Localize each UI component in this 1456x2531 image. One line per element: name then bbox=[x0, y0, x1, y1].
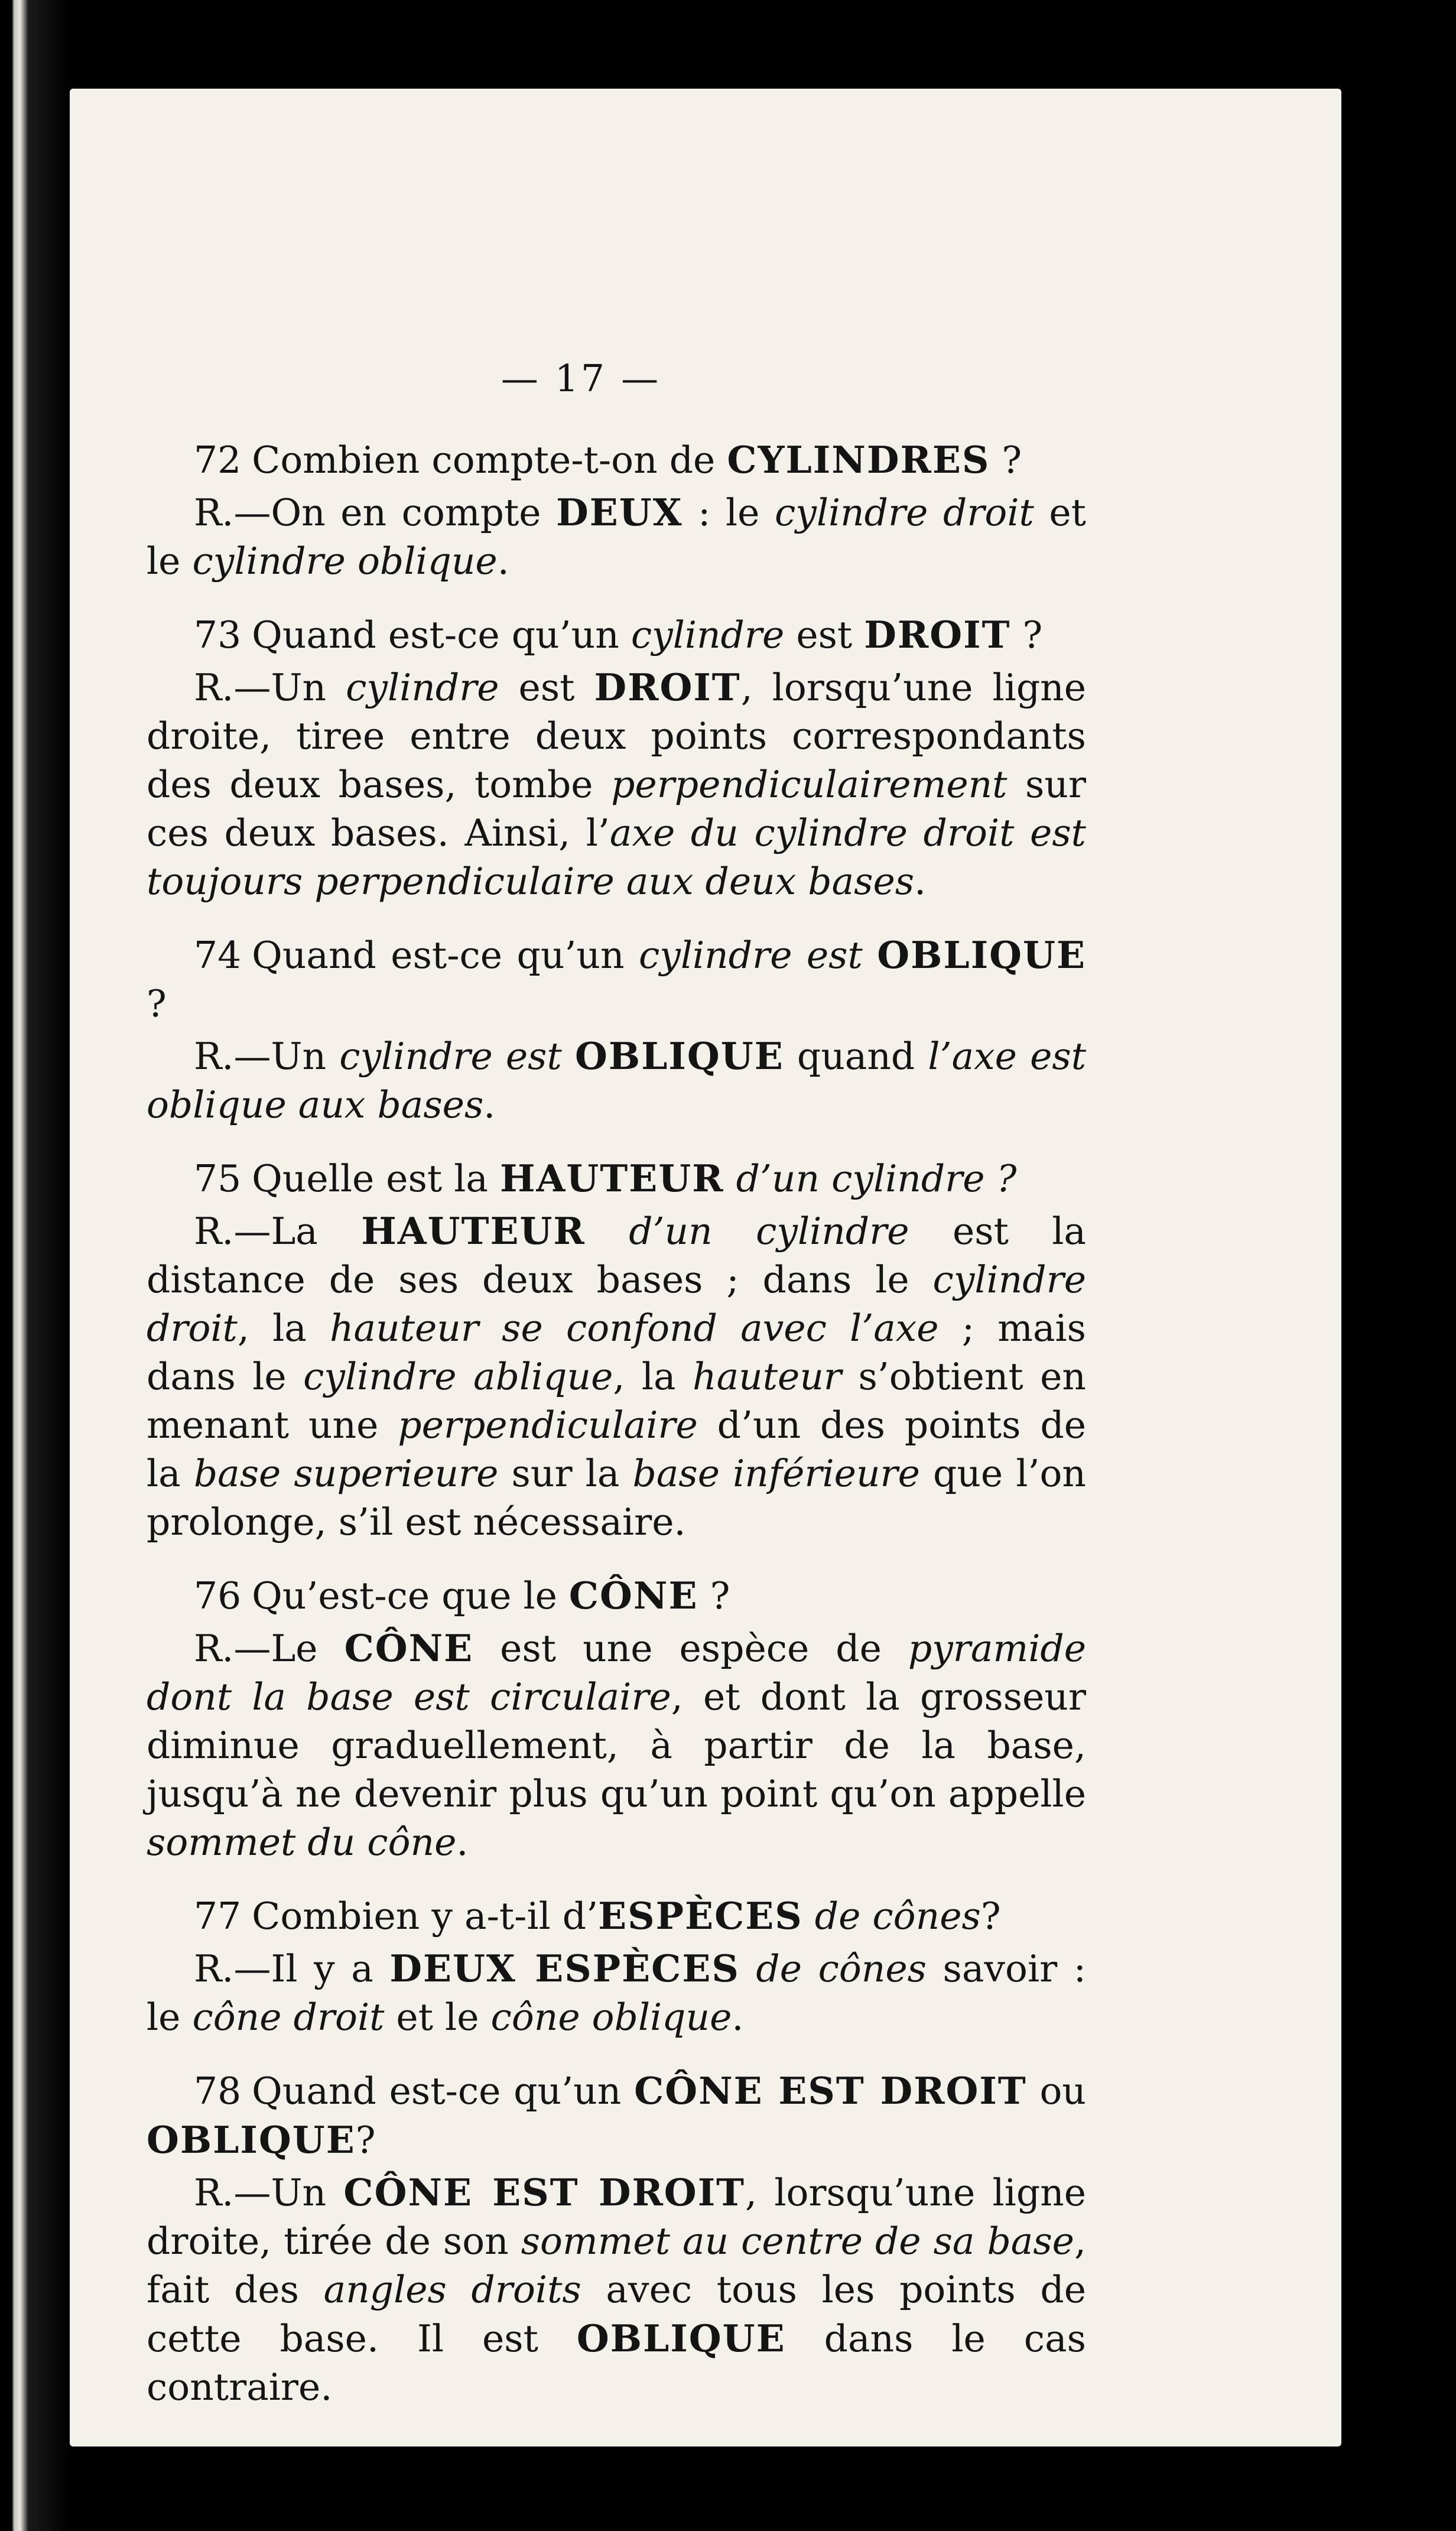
text-run: et le bbox=[147, 491, 1086, 583]
text-run: que l’on prolonge, s’il est nécessaire. bbox=[147, 1452, 1086, 1544]
qa-entry-78 bbox=[147, 2067, 1086, 2412]
text-run: OBLIQUE bbox=[576, 2316, 786, 2360]
text-run: et le bbox=[384, 1996, 491, 2039]
answer bbox=[147, 663, 1086, 906]
text-run: CÔNE bbox=[344, 1626, 474, 1670]
text-run: ? bbox=[1010, 613, 1043, 657]
text-run: ? bbox=[698, 1574, 730, 1617]
qa-entry-76 bbox=[147, 1571, 1086, 1867]
qa-entry-75 bbox=[147, 1154, 1086, 1546]
qa-entry-77 bbox=[147, 1892, 1086, 2042]
text-run bbox=[740, 1947, 756, 1990]
text-run: , fait des bbox=[147, 2220, 1086, 2311]
text-run: de cônes bbox=[756, 1947, 927, 1990]
question-number: 72 bbox=[194, 438, 242, 482]
text-run: cylindre est bbox=[339, 1035, 562, 1078]
text-run: ? bbox=[355, 2119, 376, 2162]
text-run: . bbox=[483, 1083, 496, 1126]
text-run: DROIT bbox=[594, 665, 741, 709]
question-number: 76 bbox=[194, 1574, 242, 1617]
text-run: axe du cylindre droit est toujours perpendiculaire aux deux bases bbox=[147, 811, 1086, 903]
text-run: ? bbox=[147, 982, 167, 1025]
text-run: avec tous les points de cette base. Il est bbox=[147, 2268, 1086, 2360]
text-run: DEUX ESPÈCES bbox=[389, 1947, 740, 1990]
text-run: R.—Il y a bbox=[194, 1947, 390, 1990]
text-run bbox=[863, 934, 877, 977]
text-run: perpendiculaire bbox=[398, 1403, 698, 1447]
answer bbox=[147, 1624, 1086, 1867]
text-run: hauteur se confond avec l’axe bbox=[329, 1307, 939, 1350]
text-run: OBLIQUE bbox=[575, 1034, 784, 1078]
answer bbox=[147, 1944, 1086, 2042]
answer bbox=[147, 1207, 1086, 1546]
text-run: . bbox=[914, 860, 927, 903]
text-run: s’obtient en menant une bbox=[147, 1355, 1087, 1447]
text-run: est bbox=[499, 666, 594, 709]
text-run: : le bbox=[682, 491, 775, 534]
binding-edge bbox=[0, 0, 70, 2531]
text-run: R.—On en compte bbox=[194, 491, 557, 534]
question-number: 78 bbox=[194, 2069, 242, 2113]
text-run: DEUX bbox=[556, 490, 683, 534]
text-run bbox=[724, 1157, 736, 1200]
text-run: Qu’est-ce que le bbox=[252, 1574, 569, 1617]
text-run bbox=[562, 1035, 575, 1078]
text-run: sur ces deux bases. Ainsi, l’ bbox=[147, 763, 1087, 855]
page-number: — 17 — bbox=[500, 357, 661, 400]
text-run bbox=[803, 1895, 815, 1938]
text-run: cylindre est bbox=[639, 934, 863, 977]
text-run: quand bbox=[784, 1035, 928, 1078]
text-run: Combien y a-t-il d’ bbox=[252, 1895, 599, 1938]
text-run: est bbox=[784, 613, 864, 657]
text-run: CYLINDRES bbox=[727, 438, 990, 482]
text-run: , lorsqu’une ligne droite, tiree entre deux points correspondants des deux bases, tombe bbox=[147, 666, 1087, 806]
text-run: Quelle est la bbox=[252, 1157, 500, 1200]
text-run: cylindre ablique bbox=[303, 1355, 613, 1398]
question bbox=[147, 931, 1086, 1028]
qa-list bbox=[147, 436, 1086, 2412]
text-run: HAUTEUR bbox=[361, 1209, 586, 1253]
question bbox=[147, 1892, 1086, 1941]
text-run: CÔNE EST DROIT bbox=[634, 2069, 1027, 2113]
text-run: sur la bbox=[498, 1452, 633, 1495]
text-run: . bbox=[497, 540, 509, 583]
text-run: Quand est-ce qu’un bbox=[252, 934, 639, 977]
text-run: DROIT bbox=[864, 613, 1011, 657]
text-run: cylindre bbox=[630, 613, 785, 657]
question-number: 77 bbox=[194, 1895, 242, 1938]
question-number: 73 bbox=[194, 613, 242, 657]
text-run: R.—Un bbox=[194, 2171, 344, 2214]
text-run: est une espèce de bbox=[473, 1627, 908, 1670]
qa-entry-73 bbox=[147, 610, 1086, 906]
text-run: CÔNE bbox=[568, 1574, 698, 1617]
text-run: Quand est-ce qu’un bbox=[252, 2069, 635, 2113]
text-run: dans le cas contraire. bbox=[147, 2317, 1086, 2409]
text-run: ; mais dans le bbox=[147, 1307, 1086, 1398]
text-run: hauteur bbox=[693, 1355, 842, 1398]
question bbox=[147, 1154, 1086, 1203]
text-run: pyramide dont la base est circulaire bbox=[147, 1627, 1086, 1718]
text-run: CÔNE EST DROIT bbox=[343, 2171, 746, 2214]
question-number: 74 bbox=[194, 934, 242, 977]
text-run: d’un des points de la bbox=[147, 1403, 1086, 1495]
text-run: cylindre droit bbox=[147, 1258, 1086, 1350]
text-run: ? bbox=[980, 1895, 1001, 1938]
text-run: de cônes bbox=[814, 1895, 981, 1938]
text-run: sommet du cône bbox=[147, 1821, 457, 1864]
text-run: . bbox=[732, 1996, 744, 2039]
text-run: OBLIQUE bbox=[877, 933, 1087, 977]
qa-entry-74 bbox=[147, 931, 1086, 1129]
text-run: Quand est-ce qu’un bbox=[252, 613, 631, 657]
text-run: ? bbox=[990, 438, 1022, 482]
answer bbox=[147, 488, 1086, 586]
text-run: , la bbox=[613, 1355, 693, 1398]
text-run: , et dont la grosseur diminue graduellement, à partir de la base, jusqu’à ne devenir plus qu’un point qu’on appelle bbox=[147, 1675, 1086, 1815]
text-run: perpendiculairement bbox=[611, 763, 1008, 806]
text-run: savoir : le bbox=[147, 1947, 1086, 2039]
text-run: R.—Un bbox=[194, 1035, 340, 1078]
text-run: ou bbox=[1026, 2069, 1086, 2113]
qa-entry-72 bbox=[147, 436, 1086, 586]
text-run: , la bbox=[237, 1307, 330, 1350]
text-run: sommet au centre de sa base bbox=[521, 2220, 1074, 2263]
answer bbox=[147, 2168, 1086, 2412]
question-number: 75 bbox=[194, 1157, 242, 1200]
text-run: cône droit bbox=[192, 1996, 385, 2039]
text-block bbox=[147, 355, 1086, 2436]
text-run: HAUTEUR bbox=[499, 1156, 724, 1200]
question bbox=[147, 1571, 1086, 1620]
text-run: , lorsqu’une ligne droite, tirée de son bbox=[147, 2171, 1087, 2263]
text-run: cylindre bbox=[346, 666, 499, 709]
text-run: ESPÈCES bbox=[598, 1894, 803, 1938]
question bbox=[147, 610, 1086, 659]
text-run bbox=[586, 1210, 629, 1253]
text-run: Combien compte-t-on de bbox=[252, 438, 727, 482]
text-run: base superieure bbox=[193, 1452, 499, 1495]
text-run: est la distance de ses deux bases ; dans le bbox=[147, 1210, 1086, 1301]
text-run: d’un cylindre ? bbox=[736, 1157, 1017, 1200]
text-run: cylindre droit bbox=[774, 491, 1034, 534]
text-run: OBLIQUE bbox=[147, 2118, 356, 2162]
text-run: angles droits bbox=[323, 2268, 581, 2311]
text-run: R.—La bbox=[194, 1210, 362, 1253]
text-run: d’un cylindre bbox=[629, 1210, 909, 1253]
text-run: l’axe est oblique aux bases bbox=[147, 1035, 1087, 1126]
question bbox=[147, 436, 1086, 485]
text-run: . bbox=[456, 1821, 469, 1864]
text-run: base inférieure bbox=[632, 1452, 920, 1495]
answer bbox=[147, 1032, 1086, 1129]
text-run: cylindre oblique bbox=[192, 540, 498, 583]
text-run: R.—Le bbox=[194, 1627, 344, 1670]
question bbox=[147, 2067, 1086, 2165]
text-run: R.—Un bbox=[194, 666, 346, 709]
text-run: cône oblique bbox=[490, 1996, 732, 2039]
